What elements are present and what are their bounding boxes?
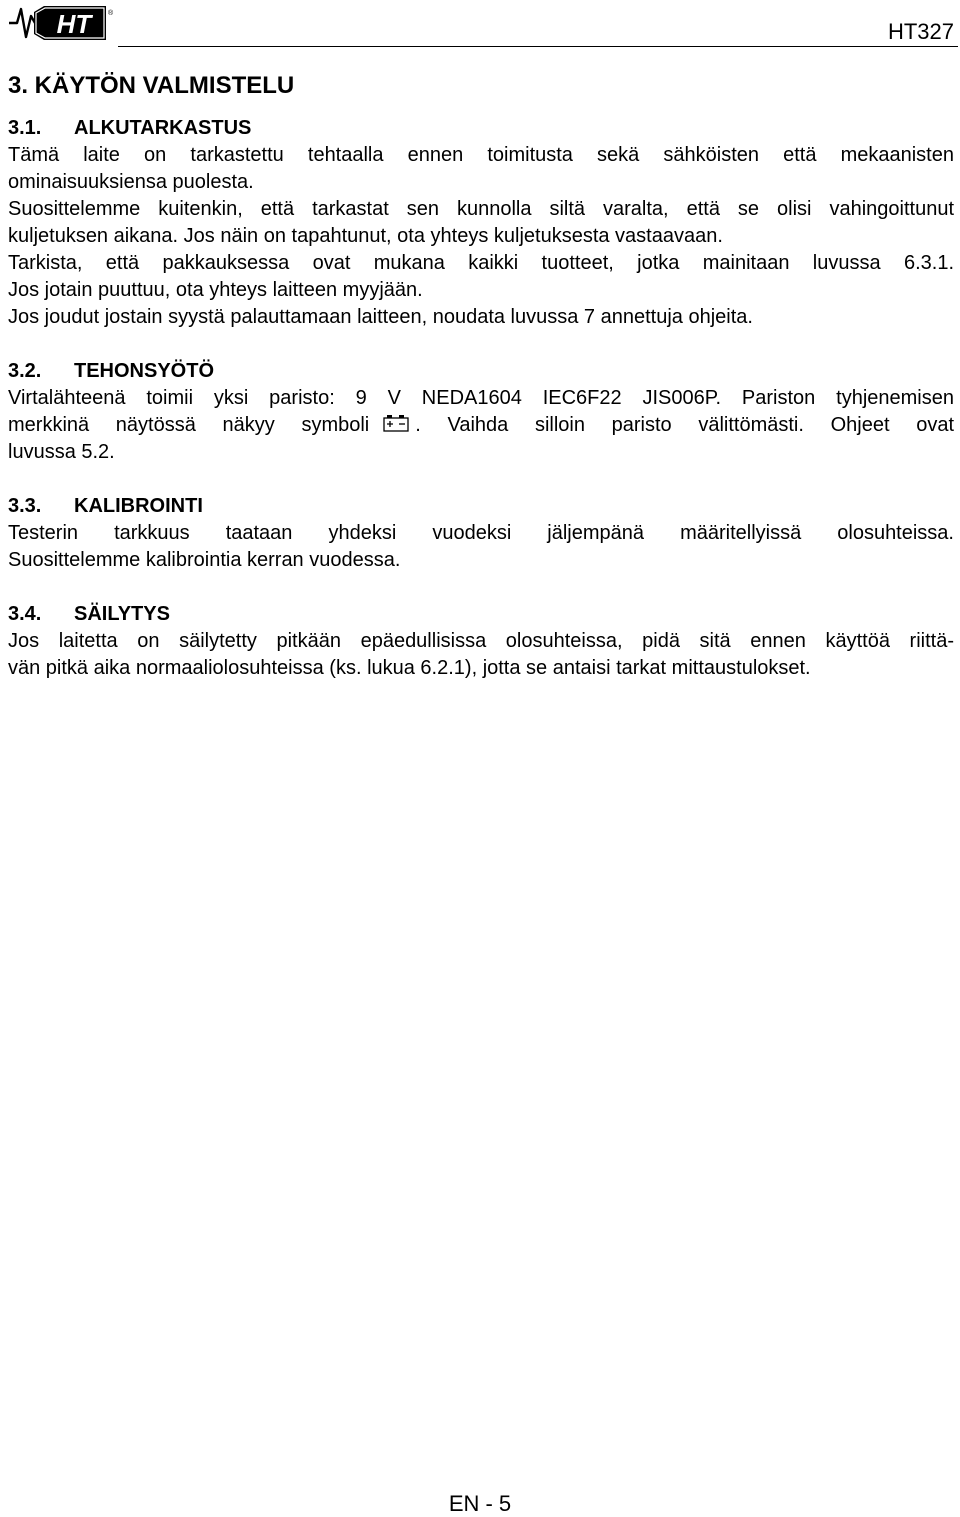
body-line: Jos laitetta on säilytetty pitkään epäedullisissa olosuhteissa, pidä sitä ennen käyttöä riittä- [8, 630, 954, 652]
model-name: HT327 [887, 19, 954, 44]
page-header [8, 4, 958, 46]
section-sailytys [8, 600, 954, 682]
body-line: Jos joudut jostain syystä palauttamaan laitteen, noudata luvussa 7 annettuja ohjeita. [8, 306, 753, 328]
body-text: . Vaihda silloin paristo välittömästi. Ohjeet ovat [415, 414, 954, 436]
section-heading [8, 600, 954, 628]
section-heading [8, 357, 954, 385]
section-number: 3.4. [8, 603, 42, 625]
page-number: EN - 5 [448, 1491, 512, 1516]
body-line: Tämä laite on tarkastettu tehtaalla ennen toimitusta sekä sähköisten että mekaanisten [8, 144, 954, 166]
body-line: vän pitkä aika normaaliolosuhteissa (ks. lukua 6.2.1), jotta se antaisi tarkat mittaustulokset. [8, 657, 811, 679]
body-line: Jos jotain puuttuu, ota yhteys laitteen myyjään. [8, 279, 423, 301]
body-line: luvussa 5.2. [8, 441, 115, 463]
section-title: TEHONSYÖTÖ [74, 360, 215, 382]
header-rule [118, 46, 958, 47]
body-line: Virtalähteenä toimii yksi paristo: 9 V NEDA1604 IEC6F22 JIS006P. Pariston tyhjenemisen [8, 387, 954, 409]
chapter-title: 3. KÄYTÖN VALMISTELU [8, 72, 295, 99]
section-title: KALIBROINTI [74, 495, 203, 517]
logo-text: HT [56, 9, 92, 39]
section-number: 3.1. [8, 117, 42, 139]
section-heading [8, 492, 954, 520]
registered-mark: ® [108, 10, 114, 17]
body-line [8, 412, 954, 439]
ht-logo [8, 4, 108, 42]
section-number: 3.3. [8, 495, 42, 517]
body-line: kuljetuksen aikana. Jos näin on tapahtunut, ota yhteys kuljetuksesta vastaavaan. [8, 225, 723, 247]
body-line: Suosittelemme kuitenkin, että tarkastat sen kunnolla siltä varalta, että se olisi vahingoittunut [8, 198, 954, 220]
body-line: Tarkista, että pakkauksessa ovat mukana kaikki tuotteet, jotka mainitaan luvussa 6.3.1. [8, 252, 954, 274]
section-number: 3.2. [8, 360, 42, 382]
section-kalibrointi [8, 492, 954, 574]
body-line: Suosittelemme kalibrointia kerran vuodessa. [8, 549, 401, 571]
document-body [8, 70, 954, 708]
body-line: ominaisuuksiensa puolesta. [8, 171, 254, 193]
section-alkutarkastus [8, 114, 954, 331]
section-heading [8, 114, 954, 142]
section-title: ALKUTARKASTUS [74, 117, 252, 139]
body-line: Testerin tarkkuus taataan yhdeksi vuodeksi jäljempänä määritellyissä olosuhteissa. [8, 522, 954, 544]
battery-low-icon [383, 413, 409, 433]
section-tehonsyoto [8, 357, 954, 466]
body-text: merkkinä näytössä näkyy symboli [8, 414, 370, 436]
section-title: SÄILYTYS [74, 603, 170, 625]
